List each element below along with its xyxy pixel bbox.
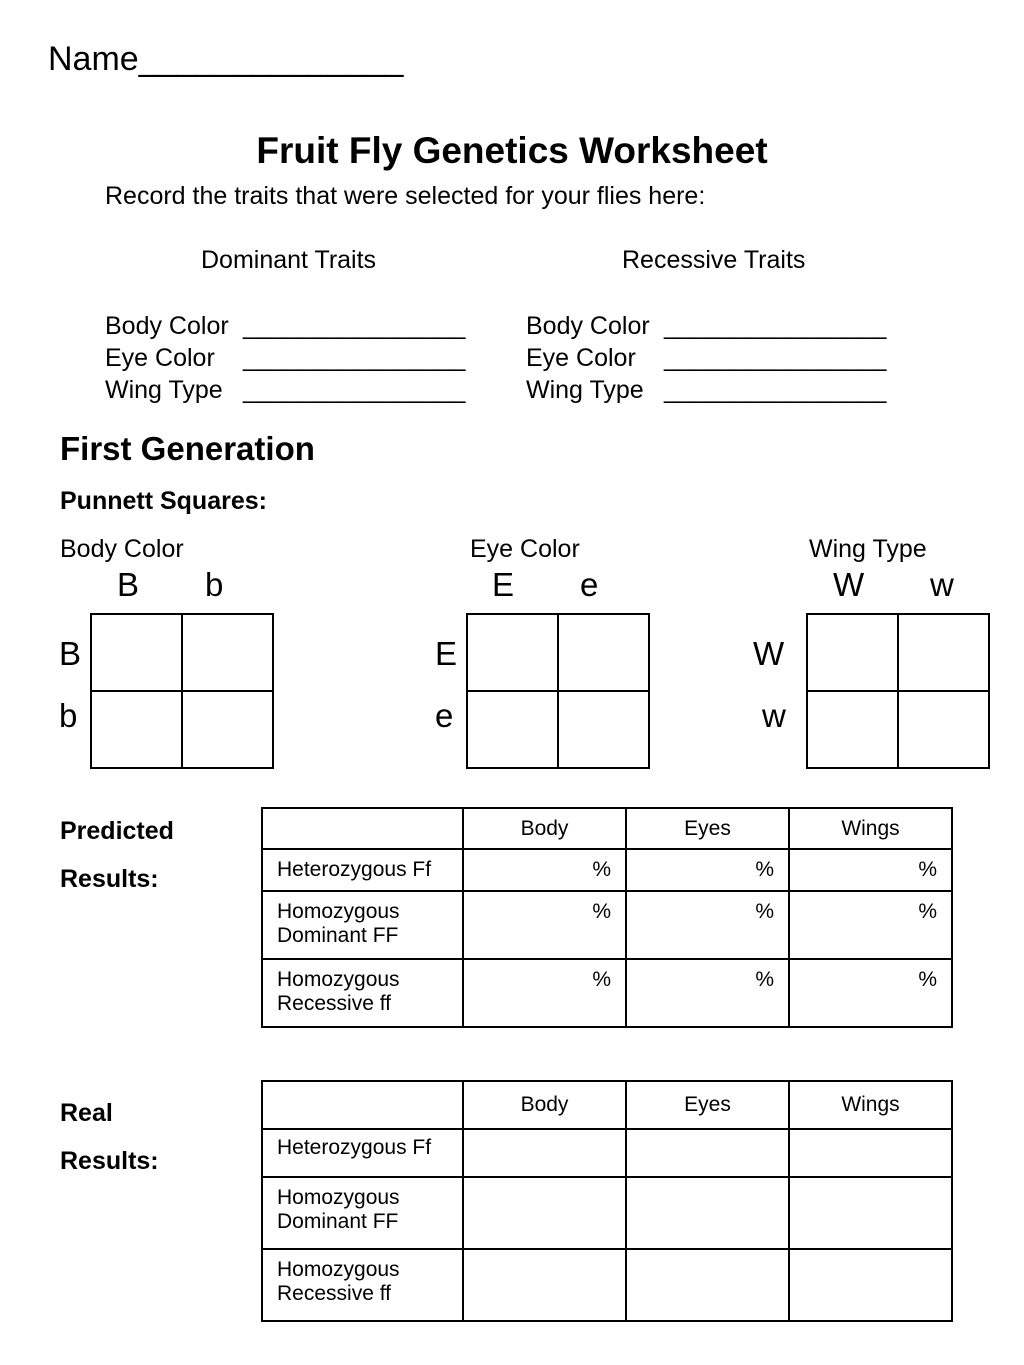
column-header-body: Body: [463, 808, 626, 849]
result-cell[interactable]: [789, 1177, 952, 1249]
table-corner-cell: [262, 808, 463, 849]
table-row: [262, 959, 952, 1027]
result-cell[interactable]: [626, 1177, 789, 1249]
column-header-wings: Wings: [789, 1081, 952, 1129]
eye-top-recessive-allele: e: [580, 566, 599, 603]
punnett-cell[interactable]: [807, 691, 898, 768]
name-field[interactable]: Name______________: [48, 40, 404, 78]
table-row: [262, 1129, 952, 1177]
predicted-results-label: [60, 807, 174, 903]
table-row: [262, 1249, 952, 1321]
trait-label: Wing Type: [105, 376, 223, 404]
row-label: [262, 959, 463, 1027]
body-side-dominant-allele: B: [59, 635, 82, 672]
recessive-traits-heading: Recessive Traits: [622, 246, 806, 274]
dominant-traits-list: [105, 310, 465, 406]
punnett-cell[interactable]: [467, 691, 558, 768]
result-cell[interactable]: [626, 1129, 789, 1177]
recessive-traits-list: [526, 310, 886, 406]
eye-side-dominant-allele: E: [435, 635, 458, 672]
row-label: [262, 891, 463, 959]
real-results-table: [261, 1080, 953, 1322]
first-generation-heading: First Generation: [60, 430, 315, 467]
row-label-line2: Recessive ff: [277, 1282, 391, 1305]
punnett-squares-heading: Punnett Squares:: [60, 487, 267, 515]
table-row: [262, 1177, 952, 1249]
punnett-cell[interactable]: [91, 614, 182, 691]
punnett-cell[interactable]: [558, 614, 649, 691]
trait-label: Body Color: [526, 312, 650, 340]
row-label-line1: Homozygous: [277, 1186, 400, 1209]
row-label-line2: Dominant FF: [277, 1210, 399, 1233]
column-header-eyes: Eyes: [626, 1081, 789, 1129]
percent-cell[interactable]: %: [626, 849, 789, 891]
body-top-dominant-allele: B: [117, 566, 140, 603]
row-label-line1: Homozygous: [277, 1258, 400, 1281]
eye-color-punnett-grid: [466, 613, 650, 769]
eye-side-recessive-allele: e: [435, 697, 454, 734]
dominant-eye-color-row[interactable]: [105, 342, 465, 374]
punnett-cell[interactable]: [91, 691, 182, 768]
column-header-eyes: Eyes: [626, 808, 789, 849]
real-label-line1: Real: [60, 1099, 113, 1127]
result-cell[interactable]: [463, 1249, 626, 1321]
punnett-cell[interactable]: [807, 614, 898, 691]
punnett-cell[interactable]: [898, 614, 989, 691]
eye-top-dominant-allele: E: [492, 566, 515, 603]
wing-side-dominant-allele: W: [753, 635, 785, 672]
body-color-punnett-grid: [90, 613, 274, 769]
body-side-recessive-allele: b: [59, 697, 78, 734]
row-label-line2: Dominant FF: [277, 924, 399, 947]
percent-cell[interactable]: %: [789, 959, 952, 1027]
dominant-body-color-row[interactable]: [105, 310, 465, 342]
punnett-cell[interactable]: [898, 691, 989, 768]
predicted-label-line1: Predicted: [60, 817, 174, 845]
wing-top-recessive-allele: w: [930, 566, 954, 603]
trait-blank[interactable]: ________________: [664, 376, 887, 404]
recessive-eye-color-row[interactable]: [526, 342, 886, 374]
percent-cell[interactable]: %: [463, 849, 626, 891]
trait-label: Body Color: [105, 312, 229, 340]
row-label-line1: Homozygous: [277, 968, 400, 991]
row-label: [262, 1177, 463, 1249]
recessive-wing-type-row[interactable]: [526, 374, 886, 406]
row-label: [262, 849, 463, 891]
instruction-text: Record the traits that were selected for your flies here:: [105, 182, 706, 210]
body-top-recessive-allele: b: [205, 566, 224, 603]
trait-blank[interactable]: ________________: [243, 344, 466, 372]
percent-cell[interactable]: %: [463, 891, 626, 959]
row-label-line1: Homozygous: [277, 900, 400, 923]
percent-cell[interactable]: %: [626, 959, 789, 1027]
wing-type-square-label: Wing Type: [809, 535, 927, 563]
percent-cell[interactable]: %: [463, 959, 626, 1027]
table-corner-cell: [262, 1081, 463, 1129]
real-results-label: [60, 1089, 159, 1185]
percent-cell[interactable]: %: [789, 891, 952, 959]
recessive-body-color-row[interactable]: [526, 310, 886, 342]
row-label-line1: Heterozygous Ff: [277, 858, 432, 881]
result-cell[interactable]: [789, 1249, 952, 1321]
result-cell[interactable]: [463, 1177, 626, 1249]
row-label-line1: Heterozygous Ff: [277, 1136, 432, 1159]
result-cell[interactable]: [789, 1129, 952, 1177]
eye-color-square-label: Eye Color: [470, 535, 580, 563]
result-cell[interactable]: [626, 1249, 789, 1321]
wing-type-punnett-grid: [806, 613, 990, 769]
dominant-traits-heading: Dominant Traits: [201, 246, 377, 274]
trait-label: Eye Color: [526, 344, 636, 372]
row-label: [262, 1249, 463, 1321]
wing-side-recessive-allele: w: [762, 697, 786, 734]
page-title: Fruit Fly Genetics Worksheet: [256, 130, 768, 171]
result-cell[interactable]: [463, 1129, 626, 1177]
punnett-cell[interactable]: [558, 691, 649, 768]
row-label-line2: Recessive ff: [277, 992, 391, 1015]
trait-blank[interactable]: ________________: [243, 312, 466, 340]
trait-blank[interactable]: ________________: [664, 312, 887, 340]
table-row: [262, 849, 952, 891]
punnett-cell[interactable]: [182, 614, 273, 691]
body-color-square-label: Body Color: [60, 535, 184, 563]
wing-top-dominant-allele: W: [833, 566, 865, 603]
percent-cell[interactable]: %: [789, 849, 952, 891]
column-header-wings: Wings: [789, 808, 952, 849]
punnett-cell[interactable]: [182, 691, 273, 768]
real-label-line2: Results:: [60, 1147, 159, 1175]
trait-blank[interactable]: ________________: [243, 376, 466, 404]
punnett-cell[interactable]: [467, 614, 558, 691]
dominant-wing-type-row[interactable]: [105, 374, 465, 406]
predicted-results-table: [261, 807, 953, 1028]
predicted-label-line2: Results:: [60, 865, 159, 893]
percent-cell[interactable]: %: [626, 891, 789, 959]
trait-label: Eye Color: [105, 344, 215, 372]
column-header-body: Body: [463, 1081, 626, 1129]
table-row: [262, 891, 952, 959]
trait-label: Wing Type: [526, 376, 644, 404]
row-label: [262, 1129, 463, 1177]
trait-blank[interactable]: ________________: [664, 344, 887, 372]
